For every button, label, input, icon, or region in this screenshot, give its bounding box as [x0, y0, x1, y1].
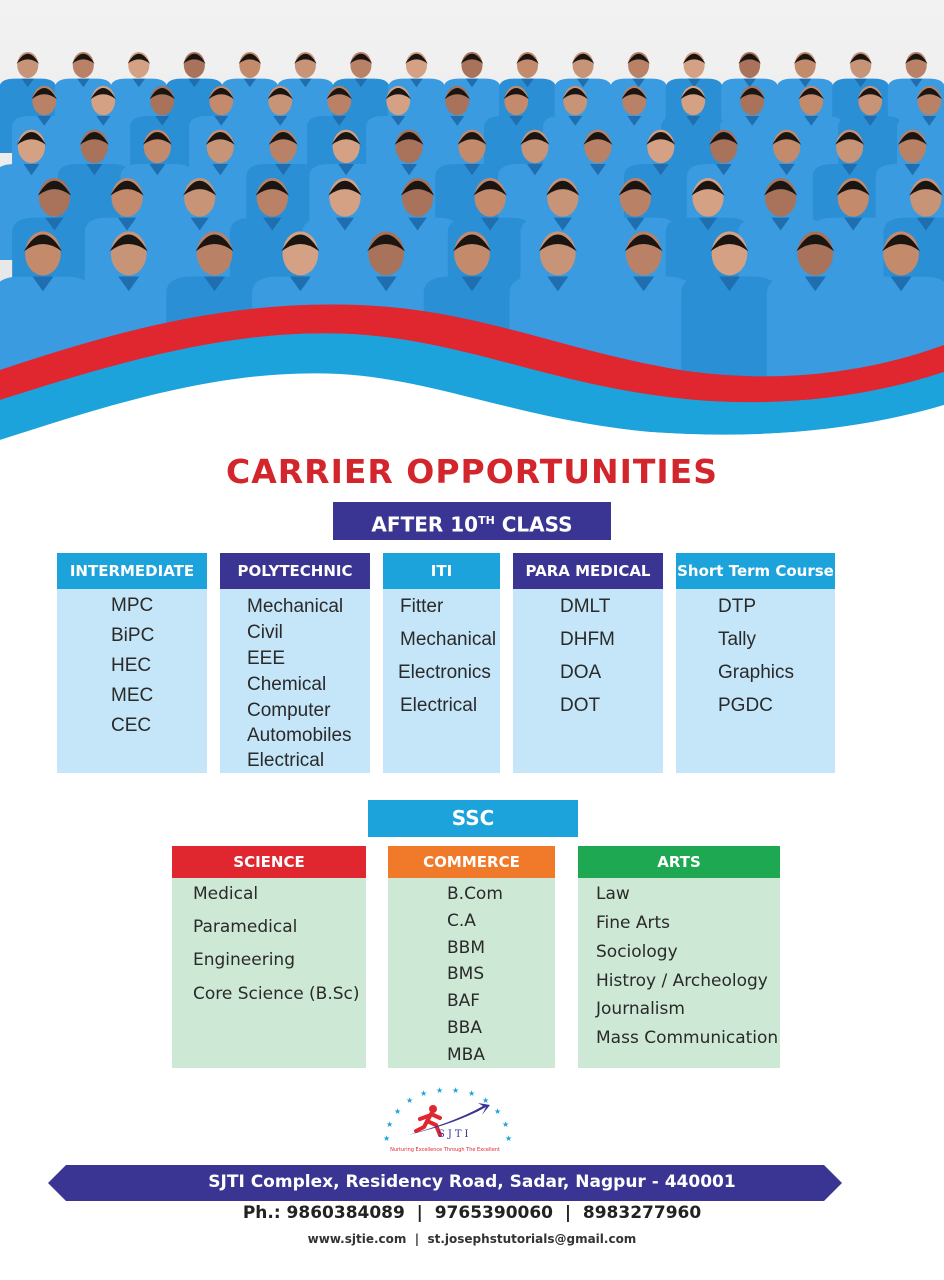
list-item: DMLT: [560, 596, 611, 617]
list-item: Journalism: [596, 999, 685, 1019]
column-heading: COMMERCE: [388, 846, 555, 878]
sjti-logo: [378, 1085, 513, 1157]
list-item: MBA: [447, 1045, 485, 1065]
list-item: EEE: [247, 648, 286, 669]
logo-tagline: Nurturing Excellence Through The Excellent: [390, 1147, 500, 1153]
after-class-sup: TH: [478, 514, 495, 527]
hero-photo: [0, 0, 944, 440]
list-item: Fine Arts: [596, 913, 671, 933]
column-heading: Short Term Course: [676, 553, 835, 589]
list-item: Core Science (B.Sc): [193, 984, 360, 1004]
phone-numbers: Ph.: 9860384089 | 9765390060 | 8983277960: [242, 1203, 702, 1223]
list-item: Medical: [193, 884, 259, 904]
svg-text:★: ★: [494, 1107, 502, 1116]
list-item: Paramedical: [193, 917, 298, 937]
list-item: Law: [596, 884, 630, 904]
list-item: Graphics: [718, 662, 795, 683]
list-item: Histroy / Archeology: [596, 971, 768, 991]
column-heading: POLYTECHNIC: [220, 553, 370, 589]
list-item: B.Com: [447, 884, 503, 904]
list-item: Tally: [718, 629, 757, 650]
list-item: Chemical: [247, 674, 327, 695]
list-item: PGDC: [718, 695, 773, 716]
logo-letters: SJTI: [438, 1129, 472, 1140]
address-banner: [0, 1165, 944, 1201]
page-title: CARRIER OPPORTUNITIES: [225, 452, 718, 491]
column-polytechnic: [220, 553, 370, 773]
column-heading: SCIENCE: [172, 846, 366, 878]
after-class-suffix: CLASS: [494, 512, 573, 537]
column-heading: ITI: [383, 553, 500, 589]
list-item: DOT: [560, 695, 601, 716]
after-class-prefix: AFTER 10: [371, 512, 479, 537]
list-item: DTP: [718, 596, 756, 617]
list-item: Engineering: [193, 950, 295, 970]
list-item: BAF: [447, 991, 481, 1011]
list-item: Mechanical: [400, 629, 497, 650]
list-item: MEC: [111, 685, 154, 706]
svg-text:★: ★: [436, 1086, 444, 1095]
list-item: C.A: [447, 911, 476, 931]
list-item: MPC: [111, 595, 154, 616]
list-item: Automobiles: [247, 725, 352, 746]
list-item: BBM: [447, 938, 485, 958]
column-iti: [383, 553, 500, 773]
hero-wave-decoration: [0, 0, 944, 440]
list-item: Electronics: [398, 662, 491, 683]
column-short-term-course: [676, 553, 835, 773]
after-10th-class-banner: [333, 502, 611, 540]
list-item: BMS: [447, 964, 485, 984]
list-item: BiPC: [111, 625, 155, 646]
column-heading: PARA MEDICAL: [513, 553, 663, 589]
svg-text:★: ★: [386, 1120, 394, 1129]
column-heading: ARTS: [578, 846, 780, 878]
list-item: DHFM: [560, 629, 615, 650]
list-item: Electrical: [247, 750, 325, 771]
list-item: Electrical: [400, 695, 478, 716]
column-arts: [578, 846, 780, 1068]
svg-text:★: ★: [468, 1089, 476, 1098]
list-item: Civil: [247, 622, 283, 643]
column-science: [172, 846, 366, 1068]
list-item: HEC: [111, 655, 152, 676]
website-email: www.sjtie.com | st.josephstutorials@gmail.com: [307, 1232, 637, 1246]
list-item: DOA: [560, 662, 602, 683]
list-item: BBA: [447, 1018, 482, 1038]
svg-text:★: ★: [394, 1107, 402, 1116]
list-item: CEC: [111, 715, 152, 736]
list-item: Fitter: [400, 596, 444, 617]
list-item: Mass Communication: [596, 1028, 779, 1048]
list-item: Sociology: [596, 942, 678, 962]
svg-text:★: ★: [502, 1120, 510, 1129]
list-item: Computer: [247, 700, 331, 721]
svg-text:★: ★: [482, 1096, 490, 1105]
list-item: Mechanical: [247, 596, 344, 617]
column-intermediate: [57, 553, 207, 773]
column-heading: INTERMEDIATE: [57, 553, 207, 589]
ssc-banner: SSC: [368, 800, 578, 837]
svg-text:★: ★: [505, 1134, 513, 1143]
svg-text:★: ★: [383, 1134, 391, 1143]
svg-text:★: ★: [406, 1096, 414, 1105]
svg-text:★: ★: [452, 1086, 460, 1095]
column-commerce: [388, 846, 555, 1068]
address-text: SJTI Complex, Residency Road, Sadar, Nagpur - 440001: [208, 1172, 736, 1192]
svg-text:★: ★: [420, 1089, 428, 1098]
column-para-medical: [513, 553, 663, 773]
